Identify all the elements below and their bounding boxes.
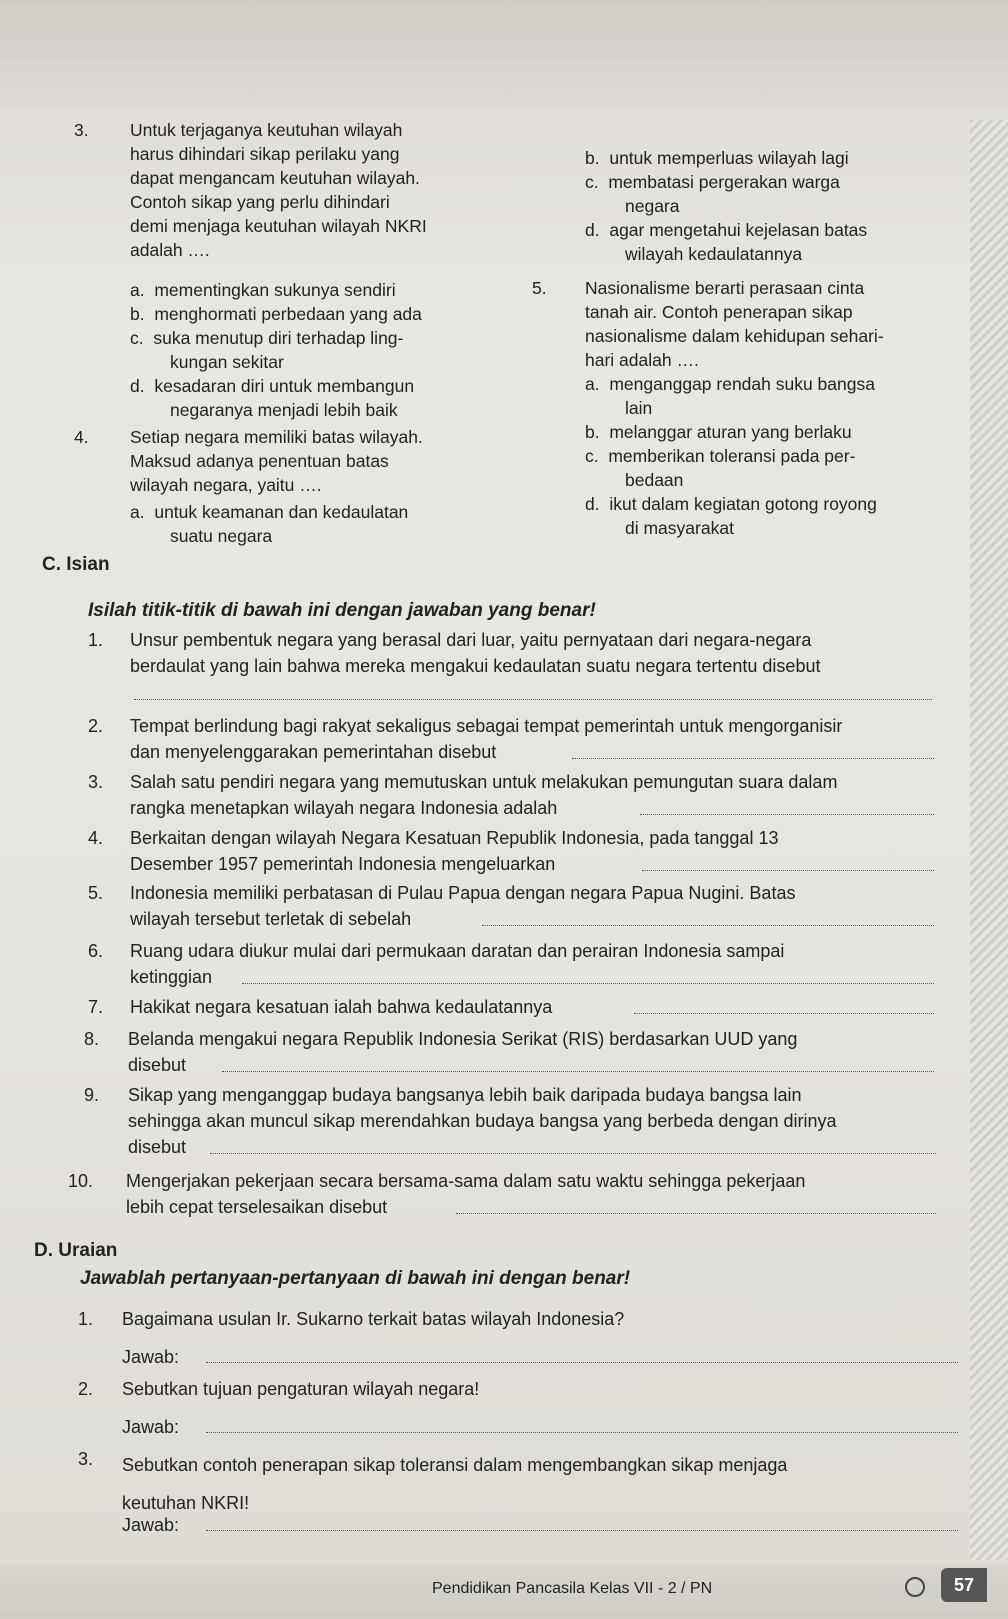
section-c-heading: C. Isian [42,554,110,575]
option-d [130,374,422,398]
question-line: dan menyelenggarakan pemerintahan disebut [130,742,497,762]
option-text: untuk memperluas wilayah lagi [609,148,849,168]
margin-hatch-decoration [970,120,1008,1560]
option-letter: d. [585,220,600,240]
isian-7-number: 7. [88,997,104,1017]
uraian-2-number: 2. [78,1379,94,1399]
option-text: memberikan toleransi pada per- [608,446,856,466]
isian-9-answer-blank[interactable] [210,1153,936,1154]
mc-q5-line: hari adalah …. [585,350,699,370]
option-text: suka menutup diri terhadap ling- [153,328,404,348]
question-line: rangka menetapkan wilayah negara Indonesia adalah [130,798,558,818]
option-a-cont: suatu negara [170,526,273,546]
option-b [585,420,877,444]
isian-8-number: 8. [84,1029,100,1049]
option-text: untuk keamanan dan kedaulatan [154,502,409,522]
option-letter: b. [585,148,600,168]
option-c [585,170,867,194]
isian-7-text [130,994,552,1020]
question-line: Indonesia memiliki perbatasan di Pulau Papua dengan negara Papua Nugini. Batas [130,883,796,903]
mc-q3-line: Contoh sikap yang perlu dihindari [130,192,390,212]
isian-6-answer-blank[interactable] [242,983,934,984]
mc-q4-line: wilayah negara, yaitu …. [130,475,322,495]
section-d-instruction: Jawablah pertanyaan-pertanyaan di bawah ini dengan benar! [80,1268,631,1289]
option-a [130,278,422,302]
mc-q4-line: Maksud adanya penentuan batas [130,451,389,471]
option-text: kesadaran diri untuk membangun [154,376,415,396]
uraian-2-text: Sebutkan tujuan pengaturan wilayah negara! [122,1379,480,1399]
question-line: keutuhan NKRI! [122,1493,250,1513]
option-c-cont: negara [625,196,680,216]
isian-9-number: 9. [84,1085,100,1105]
question-line: Belanda mengakui negara Republik Indonesia Serikat (RIS) berdasarkan UUD yang [128,1029,798,1049]
question-line: Salah satu pendiri negara yang memutuskan untuk melakukan pemungutan suara dalam [130,772,838,792]
mc-q5-line: Nasionalisme berarti perasaan cinta [585,278,865,298]
option-letter: b. [130,304,145,324]
mc-q3-options [130,278,422,422]
mc-q3-line: harus dihindari sikap perilaku yang [130,144,400,164]
mc-q4-line: Setiap negara memiliki batas wilayah. [130,427,423,447]
option-letter: c. [130,328,144,348]
option-letter: d. [585,494,600,514]
question-line: Desember 1957 pemerintah Indonesia mengeluarkan [130,854,556,874]
uraian-3-answer-line[interactable] [206,1530,958,1531]
option-text: agar mengetahui kejelasan batas [609,220,868,240]
uraian-3-answer-label: Jawab: [122,1515,180,1535]
question-line: ketinggian [130,967,213,987]
option-text: membatasi pergerakan warga [608,172,840,192]
option-a [130,500,408,524]
question-line: Ruang udara diukur mulai dari permukaan daratan dan perairan Indonesia sampai [130,941,785,961]
uraian-3-number: 3. [78,1449,94,1469]
isian-1-number: 1. [88,630,104,650]
uraian-1-answer-line[interactable] [206,1362,958,1363]
question-line: Hakikat negara kesatuan ialah bahwa kedaulatannya [130,997,553,1017]
footer-circle-icon [905,1577,925,1597]
isian-1-text [130,627,820,679]
option-letter: b. [585,422,600,442]
option-c [130,326,422,350]
option-b [130,302,422,326]
option-text: melanggar aturan yang berlaku [609,422,852,442]
option-c-cont: kungan sekitar [170,352,284,372]
isian-9-text [128,1082,837,1160]
question-line: lebih cepat terselesaikan disebut [126,1197,388,1217]
option-text: menghormati perbedaan yang ada [154,304,422,324]
option-d [585,218,867,242]
mc-q3-number: 3. [74,120,89,140]
isian-6-number: 6. [88,941,104,961]
question-line: Unsur pembentuk negara yang berasal dari luar, yaitu pernyataan dari negara-negara [130,630,812,650]
section-c-instruction: Isilah titik-titik di bawah ini dengan jawaban yang benar! [88,600,596,621]
mc-q5-number: 5. [532,278,547,298]
isian-2-number: 2. [88,716,104,736]
option-d-cont: wilayah kedaulatannya [625,244,803,264]
mc-q3-line: dapat mengancam keutuhan wilayah. [130,168,420,188]
footer-book-title: Pendidikan Pancasila Kelas VII - 2 / PN [432,1580,713,1597]
mc-q3-line: demi menjaga keutuhan wilayah NKRI [130,216,427,236]
option-c [585,444,877,468]
mc-q4-number: 4. [74,427,89,447]
isian-7-answer-blank[interactable] [634,1013,934,1014]
uraian-1-answer-label: Jawab: [122,1347,180,1367]
mc-q3-line: Untuk terjaganya keutuhan wilayah [130,120,403,140]
option-c-cont: bedaan [625,470,684,490]
question-line: Sikap yang menganggap budaya bangsanya lebih baik daripada budaya bangsa lain [128,1085,802,1105]
option-a [585,372,877,396]
option-letter: a. [585,374,600,394]
page-top-edge [0,0,1008,110]
question-line: Sebutkan contoh penerapan sikap toleransi dalam mengembangkan sikap menjaga [122,1455,788,1475]
option-letter: c. [585,172,599,192]
mc-q4-stem [130,425,423,497]
isian-5-number: 5. [88,883,104,903]
mc-q5-line: nasionalisme dalam kehidupan sehari- [585,326,884,346]
uraian-1-text: Bagaimana usulan Ir. Sukarno terkait batas wilayah Indonesia? [122,1309,625,1329]
isian-5-answer-blank[interactable] [482,925,934,926]
question-line: berdaulat yang lain bahwa mereka mengakui kedaulatan suatu negara tertentu disebut [130,656,821,676]
section-d-heading: D. Uraian [34,1240,118,1261]
option-letter: a. [130,502,145,522]
option-text: ikut dalam kegiatan gotong royong [609,494,877,514]
isian-8-answer-blank[interactable] [222,1071,934,1072]
isian-3-number: 3. [88,772,104,792]
mc-q5-stem [585,276,884,372]
question-line: disebut [128,1055,187,1075]
question-line: disebut [128,1137,187,1157]
uraian-3-text [122,1446,787,1522]
isian-10-number: 10. [68,1171,94,1191]
option-d-cont: di masyarakat [625,518,734,538]
option-text: mementingkan sukunya sendiri [154,280,396,300]
option-letter: c. [585,446,599,466]
option-d-cont: negaranya menjadi lebih baik [170,400,398,420]
option-b [585,146,867,170]
mc-q3-stem [130,118,427,262]
uraian-1-number: 1. [78,1309,94,1329]
isian-4-number: 4. [88,828,104,848]
isian-10-answer-blank[interactable] [456,1213,936,1214]
option-letter: d. [130,376,145,396]
uraian-2-answer-line[interactable] [206,1432,958,1433]
isian-3-answer-blank[interactable] [640,814,934,815]
question-line: wilayah tersebut terletak di sebelah [130,909,412,929]
option-letter: a. [130,280,145,300]
mc-q5-line: tanah air. Contoh penerapan sikap [585,302,853,322]
isian-2-answer-blank[interactable] [572,758,934,759]
question-line: Tempat berlindung bagi rakyat sekaligus sebagai tempat pemerintah untuk mengorganisir [130,716,843,736]
option-a-cont: lain [625,398,653,418]
question-line: Mengerjakan pekerjaan secara bersama-sama dalam satu waktu sehingga pekerjaan [126,1171,806,1191]
isian-4-answer-blank[interactable] [642,870,934,871]
mc-q3-line: adalah …. [130,240,210,260]
mc-q5-options [585,372,877,540]
mc-q4-options-left [130,500,408,548]
isian-1-answer-blank[interactable] [134,699,932,700]
mc-q4-options-right [585,146,867,266]
option-text: menganggap rendah suku bangsa [609,374,875,394]
question-line: sehingga akan muncul sikap merendahkan budaya bangsa yang berbeda dengan dirinya [128,1111,837,1131]
page-number: 57 [941,1568,987,1602]
option-d [585,492,877,516]
question-line: Berkaitan dengan wilayah Negara Kesatuan Republik Indonesia, pada tanggal 13 [130,828,779,848]
uraian-2-answer-label: Jawab: [122,1417,180,1437]
